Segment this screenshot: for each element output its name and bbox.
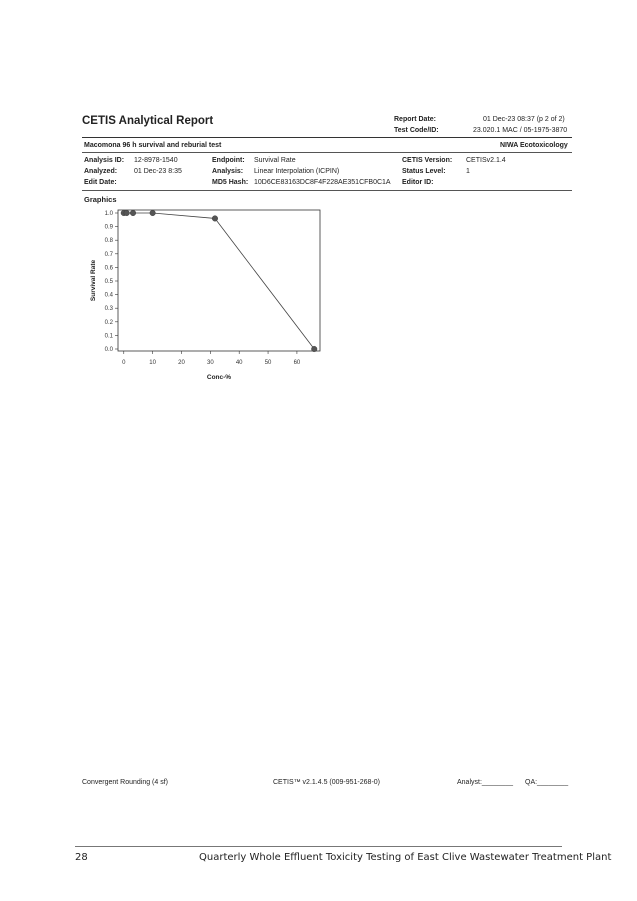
y-tick-label: 0.9: [104, 224, 113, 231]
header-rule: [82, 137, 572, 138]
y-tick-label: 0.6: [104, 265, 113, 272]
lab-name: NIWA Ecotoxicology: [500, 142, 568, 149]
status-level-label: Status Level:: [402, 168, 446, 175]
y-tick-label: 0.3: [104, 306, 113, 313]
analysis-value: Linear Interpolation (ICPIN): [254, 168, 340, 175]
analysis-id-value: 12-8978-1540: [134, 157, 178, 164]
cetis-version-footer: CETIS™ v2.1.4.5 (009-951-268-0): [273, 779, 380, 786]
status-level-value: 1: [466, 168, 470, 175]
analysis-label: Analysis:: [212, 168, 244, 175]
y-tick-label: 1.0: [104, 211, 113, 217]
y-tick-label: 0.4: [104, 292, 113, 299]
y-tick-label: 0.5: [104, 279, 113, 285]
x-tick-label: 10: [149, 360, 156, 366]
y-tick-label: 0.7: [104, 251, 113, 258]
report-date-label: Report Date:: [394, 116, 437, 123]
y-tick-label: 0.8: [104, 238, 113, 245]
test-code-value: 23.020.1 MAC / 05-1975-3870: [473, 127, 568, 134]
survival-chart: [80, 203, 340, 385]
graphics-heading: Graphics: [84, 195, 117, 204]
x-tick-label: 0: [122, 360, 126, 366]
rounding-note: Convergent Rounding (4 sf): [82, 779, 168, 786]
cetis-version-value: CETISv2.1.4: [466, 157, 506, 164]
qa-field: QA:________: [525, 779, 569, 786]
data-point: [212, 216, 218, 222]
endpoint-label: Endpoint:: [212, 157, 245, 164]
cetis-version-label: CETIS Version:: [402, 157, 453, 164]
x-tick-label: 50: [264, 360, 272, 366]
plot-frame: [118, 210, 320, 351]
x-tick-label: 60: [293, 360, 301, 366]
x-tick-label: 30: [206, 360, 214, 366]
page-footer-title: Quarterly Whole Effluent Toxicity Testing of East Clive Wastewater Treatment Plant: [199, 852, 612, 863]
analyzed-label: Analyzed:: [84, 168, 118, 175]
y-tick-label: 0.0: [104, 347, 113, 353]
analyzed-value: 01 Dec-23 8:35: [134, 168, 182, 175]
test-code-label: Test Code/ID:: [394, 127, 439, 134]
test-name: Macomona 96 h survival and reburial test: [84, 142, 222, 149]
data-point: [311, 346, 317, 352]
editor-id-label: Editor ID:: [402, 179, 434, 186]
report-date-value: 01 Dec-23 08:37 (p 2 of 2): [483, 116, 565, 123]
series-line: [124, 213, 314, 349]
page-number: 28: [75, 852, 88, 863]
data-point: [130, 210, 136, 216]
y-tick-label: 0.2: [104, 319, 113, 326]
y-tick-label: 0.1: [104, 333, 113, 340]
subheader-rule: [82, 152, 572, 153]
analysis-id-label: Analysis ID:: [84, 157, 125, 164]
endpoint-value: Survival Rate: [254, 157, 296, 164]
data-point: [124, 210, 130, 216]
info-rule: [82, 190, 572, 191]
analyst-field: Analyst:________: [457, 779, 514, 786]
report-title: CETIS Analytical Report: [82, 115, 214, 127]
x-tick-label: 40: [235, 360, 243, 366]
y-axis-label: Survival Rate: [90, 259, 97, 302]
x-tick-label: 20: [178, 360, 185, 366]
page-footer-rule: [75, 846, 562, 847]
md5-value: 10D6CE83163DC8F4F228AE351CFB0C1A: [254, 179, 391, 186]
data-point: [150, 210, 156, 216]
edit-date-label: Edit Date:: [84, 179, 117, 186]
md5-label: MD5 Hash:: [212, 179, 249, 186]
x-axis-label: Conc-%: [206, 374, 232, 381]
